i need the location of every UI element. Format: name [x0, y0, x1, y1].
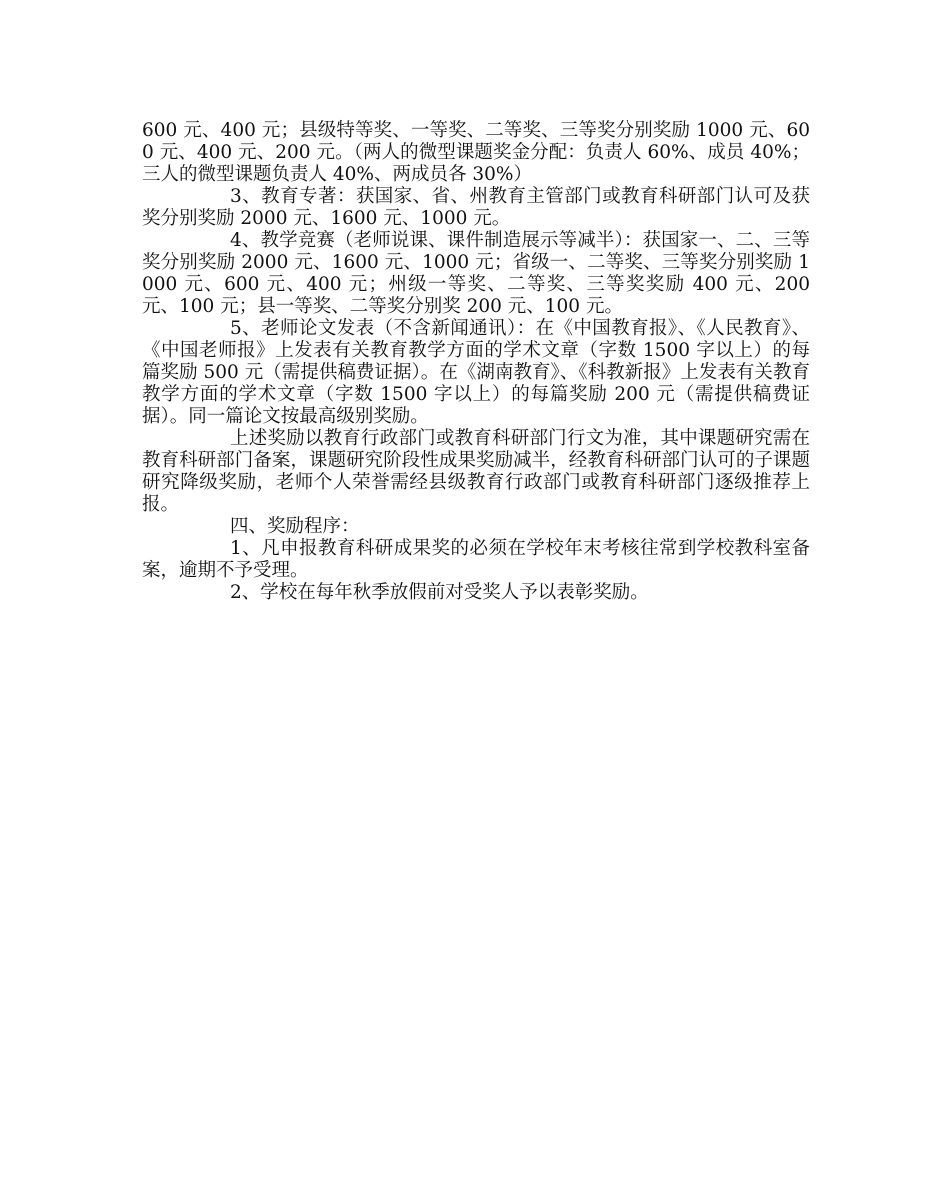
paragraph-procedure-step-1: 1、凡申报教育科研成果奖的必须在学校年末考核往常到学校教科室备案，逾期不予受理。	[142, 538, 810, 581]
paragraph-teaching-competitions: 4、教学竞赛（老师说课、课件制造展示等减半）：获国家一、二、三等奖分别奖励 2000 元、1600 元、1000 元；省级一、二等奖、三等奖分别奖励 1000 元、600 元、400 元；州级一等奖、二等奖、三等奖奖励 400 元、200 元、100 元；县一等奖、二等奖分别奖 200 元、100 元。	[142, 230, 810, 317]
paragraph-education-monographs: 3、教育专著：获国家、省、州教育主管部门或教育科研部门认可及获奖分别奖励 2000 元、1600 元、1000 元。	[142, 186, 810, 229]
paragraph-procedure-step-2: 2、学校在每年秋季放假前对受奖人予以表彰奖励。	[230, 582, 649, 603]
paragraph-paper-publications: 5、老师论文发表（不含新闻通讯）：在《中国教育报》、《人民教育》、《中国老师报》上发表有关教育教学方面的学术文章（字数 1500 字以上）的每篇奖励 500 元（需提供稿费证据）。在《湖南教育》、《科教新报》上发表有关教育教学方面的学术文章（字数 1500 字以上）的每篇奖励 200 元（需提供稿费证据）。同一篇论文按最高级别奖励。	[142, 318, 810, 427]
paragraph-award-amounts-continued: 600 元、400 元；县级特等奖、一等奖、二等奖、三等奖分别奖励 1000 元、600 元、400 元、200 元。（两人的微型课题奖金分配：负责人 60%、成员 40%；三人的微型课题负责人 40%、两成员各 30%）	[142, 120, 810, 185]
section-heading-award-procedure: 四、奖励程序：	[230, 516, 360, 537]
paragraph-award-basis: 上述奖励以教育行政部门或教育科研部门行文为准，其中课题研究需在教育科研部门备案，课题研究阶段性成果奖励减半，经教育科研部门认可的子课题研究降级奖励，老师个人荣誉需经县级教育行政部门或教育科研部门逐级推荐上报。	[142, 428, 810, 515]
document-body	[142, 120, 810, 604]
